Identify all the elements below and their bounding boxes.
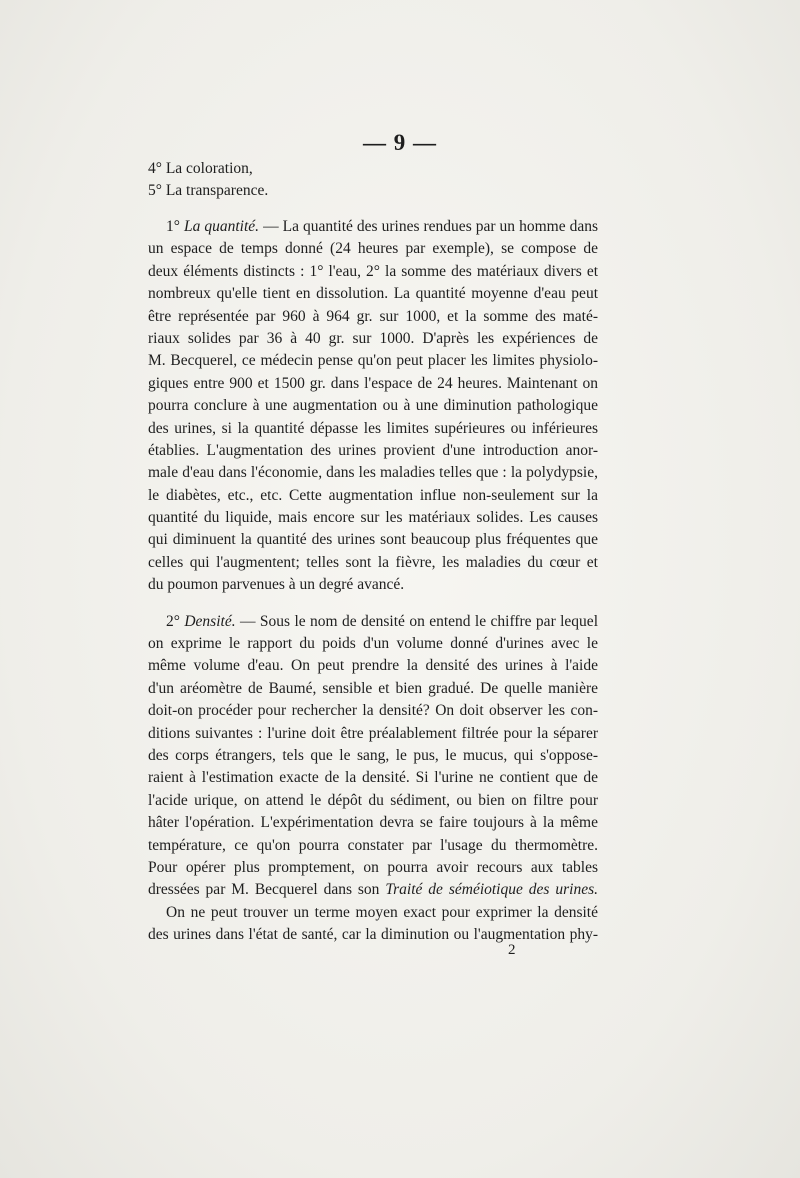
text-line: même volume d'eau. On peut prendre la densité des urines à l'aide	[148, 657, 598, 675]
text-segment: — La quantité des urines rendues par un homme dans	[259, 218, 599, 235]
text-line	[148, 879, 598, 901]
text-line	[148, 611, 598, 633]
book-title: Traité de séméiotique des urines.	[385, 881, 598, 899]
text-line: M. Becquerel, ce médecin pense qu'on peut placer les limites physiolo-	[148, 352, 598, 370]
text-line: deux éléments distincts : 1° l'eau, 2° la somme des matériaux divers et	[148, 262, 598, 280]
section-heading: La quantité.	[183, 218, 260, 235]
section-heading: Densité.	[184, 612, 236, 630]
text-line: celles qui l'augmentent; telles sont la fièvre, les maladies du cœur et	[148, 553, 598, 571]
text-line: doit-on procéder pour rechercher la densité? On doit observer les con-	[148, 702, 598, 720]
text-line: raient à l'estimation exacte de la densité. Si l'urine ne contient que de	[148, 769, 598, 787]
text-line: On ne peut trouver un terme moyen exact pour exprimer la densité	[166, 903, 598, 921]
section-number: 1°	[166, 218, 184, 235]
text-line: d'un aréomètre de Baumé, sensible et bien gradué. De quelle manière	[148, 679, 598, 697]
page-number: — 9 —	[363, 130, 437, 155]
section-number: 2°	[166, 612, 185, 630]
text-line	[148, 216, 598, 238]
text-line: des urines, si la quantité dépasse les limites supérieures ou inférieures	[148, 419, 598, 437]
text-line: ditions suivantes : l'urine doit être préalablement filtrée pour la séparer	[148, 724, 598, 742]
text-line: giques entre 900 et 1500 gr. dans l'espace de 24 heures. Maintenant on	[148, 374, 598, 392]
paragraph-quantite	[148, 216, 598, 597]
list-item: 4° La coloration,	[148, 160, 253, 177]
text-line: male d'eau dans l'économie, dans les maladies telles que : la polydypsie,	[148, 464, 598, 482]
text-segment: — Sous le nom de densité on entend le chiffre par lequel	[235, 612, 598, 630]
page-body	[148, 158, 598, 947]
text-line: un espace de temps donné (24 heures par exemple), se compose de	[148, 240, 598, 258]
text-line: pourra conclure à une augmentation ou à une diminution pathologique	[148, 397, 598, 415]
text-line: l'acide urique, on attend le dépôt du sédiment, ou bien on filtre pour	[148, 791, 598, 809]
text-line: du poumon parvenues à un degré avancé.	[148, 576, 405, 594]
text-line: nombreux qu'elle tient en dissolution. La quantité moyenne d'eau peut	[148, 285, 598, 303]
text-line: température, ce qu'on pourra constater par l'usage du thermomètre.	[148, 836, 598, 854]
text-line: hâter l'opération. L'expérimentation devra se faire toujours à la même	[148, 814, 598, 832]
text-line: Pour opérer plus promptement, on pourra avoir recours aux tables	[148, 858, 598, 876]
text-line: qui diminuent la quantité des urines sont beaucoup plus fréquentes que	[148, 531, 598, 549]
paragraph-densite	[148, 611, 598, 902]
text-line: être représentée par 960 à 964 gr. sur 1000, et la somme des maté-	[148, 307, 598, 325]
text-line: des corps étrangers, tels que le sang, le pus, le mucus, qui s'oppose-	[148, 746, 598, 764]
list-item: 5° La transparence.	[148, 182, 269, 199]
text-line: on exprime le rapport du poids d'un volume donné d'urines avec le	[148, 635, 598, 653]
text-line: quantité du liquide, mais encore sur les matériaux solides. Les causes	[148, 509, 598, 527]
text-line: le diabètes, etc., etc. Cette augmentation influe non-seulement sur la	[148, 486, 598, 504]
text-line: riaux solides par 36 à 40 gr. sur 1000. D'après les expériences de	[148, 329, 598, 347]
signature-mark: 2	[508, 942, 516, 958]
paragraph-moyen	[148, 902, 598, 947]
text-line: des urines dans l'état de santé, car la diminution ou l'augmentation phy-	[148, 926, 598, 944]
text-line: établies. L'augmentation des urines provient d'une introduction anor-	[148, 441, 598, 459]
text-segment: dressées par M. Becquerel dans son	[148, 881, 386, 899]
